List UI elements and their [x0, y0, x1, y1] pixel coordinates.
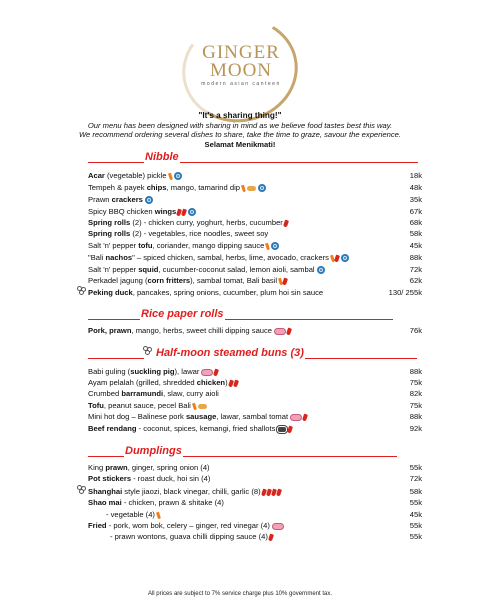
price: 68k: [409, 218, 422, 227]
chili-icon: [268, 533, 274, 541]
section-header-nibble: [88, 151, 418, 163]
price: 72k: [409, 474, 422, 483]
menu-item: - vegetable (4) 45k: [106, 510, 422, 519]
menu-item: Tempeh & payek chips, mango, tamarind dip 48k: [88, 183, 422, 192]
pig-icon: [274, 328, 286, 335]
carrot-icon: [156, 511, 161, 519]
chili-icon: [287, 425, 293, 433]
seafood-icon: [317, 266, 325, 274]
price: 55k: [409, 521, 422, 530]
intro-line-1: Our menu has been designed with sharing in mind as we believe food tastes best this way.: [87, 120, 393, 130]
menu-item: Ayam pelalah (grilled, shredded chicken) 75k: [88, 378, 422, 387]
section-title: Rice paper rolls: [141, 308, 224, 320]
price: 35k: [409, 195, 422, 204]
logo-line-2: MOON: [209, 60, 273, 81]
price: 130/ 255k: [388, 288, 422, 297]
price: 55k: [409, 463, 422, 472]
menu-item: Prawn crackers 35k: [88, 195, 422, 204]
menu-item: King prawn, ginger, spring onion (4) 55k: [88, 463, 422, 472]
chili-icon: [334, 254, 340, 262]
menu-item: Salt 'n' pepper tofu, coriander, mango dipping sauce 45k: [88, 241, 422, 250]
menu-item: Spicy BBQ chicken wings 67k: [88, 207, 422, 216]
section-header-steamed-buns: [88, 347, 417, 359]
sharing-icon: [77, 286, 87, 295]
pig-icon: [290, 414, 302, 421]
menu-item: Crumbed barramundi, slaw, curry aioli 82k: [88, 389, 422, 398]
seafood-icon: [145, 196, 153, 204]
menu-item: Pot stickers - roast duck, hoi sin (4) 72k: [88, 474, 422, 483]
intro: [0, 111, 480, 149]
chili-icon: [286, 327, 292, 335]
price: 75k: [409, 378, 422, 387]
price: 48k: [409, 183, 422, 192]
price: 92k: [409, 424, 422, 433]
pig-icon: [201, 369, 213, 376]
price: 67k: [409, 207, 422, 216]
price: 72k: [409, 265, 422, 274]
menu-item: Perkadel jagung (corn fritters), sambal tomat, Bali basil 62k: [88, 276, 422, 285]
carrot-icon: [265, 242, 270, 250]
menu-item: Babi guling (suckling pig), lawar 88k: [88, 367, 422, 376]
price: 45k: [409, 510, 422, 519]
menu-item: Beef rendang - coconut, spices, kemangi, fried shallots 92k: [88, 424, 422, 433]
chili-icon: [213, 368, 219, 376]
peanut-icon: [247, 186, 256, 191]
peanut-icon: [198, 404, 207, 409]
price: 45k: [409, 241, 422, 250]
price: 62k: [409, 276, 422, 285]
menu-item: "Bali nachos" – spiced chicken, sambal, herbs, lime, avocado, crackers 88k: [88, 253, 422, 262]
price: 75k: [409, 401, 422, 410]
menu-item: Spring rolls (2) - vegetables, rice noodles, sweet soy 58k: [88, 229, 422, 238]
intro-line-2: We recommend ordering several dishes to share, take the time to graze, savour the experience.: [79, 130, 401, 140]
menu-item: Pork, prawn, mango, herbs, sweet chilli dipping sauce 76k: [88, 326, 422, 335]
section-header-dumplings: [88, 445, 397, 457]
price: 55k: [409, 532, 422, 541]
intro-closing: Selamat Menikmati!: [204, 139, 276, 149]
menu-item: Fried - pork, wom bok, celery – ginger, red vinegar (4) 55k: [88, 521, 422, 530]
section-title: Nibble: [145, 151, 179, 163]
price: 88k: [409, 367, 422, 376]
seafood-icon: [174, 172, 182, 180]
section-title: Half-moon steamed buns (3): [156, 347, 304, 359]
logo-line-1: GINGER: [202, 42, 280, 63]
price: 18k: [409, 171, 422, 180]
carrot-icon: [241, 184, 246, 192]
seafood-icon: [271, 242, 279, 250]
chili-icon: [282, 277, 288, 285]
carrot-icon: [192, 402, 197, 410]
footer-note: All prices are subject to 7% service charge plus 10% government tax.: [147, 591, 333, 597]
menu-item: Peking duck, pancakes, spring onions, cucumber, plum hoi sin sauce 130/ 255k: [88, 288, 422, 297]
menu-item: Mini hot dog – Balinese pork sausage, lawar, sambal tomat 88k: [88, 412, 422, 421]
seafood-icon: [258, 184, 266, 192]
menu-item: Shanghai style jiaozi, black vinegar, chilli, garlic (8) 58k: [88, 487, 422, 496]
price: 55k: [409, 498, 422, 507]
price: 88k: [409, 412, 422, 421]
menu-item: Tofu, peanut sauce, pecel Bali 75k: [88, 401, 422, 410]
sharing-icon: [77, 485, 87, 494]
chili-icon: [302, 413, 308, 421]
logo: [182, 18, 300, 110]
carrot-icon: [168, 172, 173, 180]
menu-item: Shao mai - chicken, prawn & shitake (4) 55k: [88, 498, 422, 507]
section-title: Dumplings: [125, 445, 182, 457]
price: 82k: [409, 389, 422, 398]
intro-title: "It's a sharing thing!": [198, 111, 282, 120]
price: 76k: [409, 326, 422, 335]
price: 88k: [409, 253, 422, 262]
menu-item: - prawn wontons, guava chilli dipping sauce (4) 55k: [110, 532, 422, 541]
chili-icon: [181, 208, 187, 216]
price: 58k: [409, 487, 422, 496]
menu-item: Spring rolls (2) - chicken curry, yoghurt, herbs, cucumber 68k: [88, 218, 422, 227]
seafood-icon: [341, 254, 349, 262]
cow-icon: [277, 426, 287, 433]
pig-icon: [272, 523, 284, 530]
menu-item: Acar (vegetable) pickle 18k: [88, 171, 422, 180]
chili-icon: [283, 219, 289, 227]
section-header-rice-paper-rolls: [88, 308, 393, 320]
seafood-icon: [188, 208, 196, 216]
logo-tagline: modern asian canteen: [201, 81, 281, 87]
price: 58k: [409, 229, 422, 238]
menu-item: Salt 'n' pepper squid, cucumber-coconut salad, lemon aioli, sambal 72k: [88, 265, 422, 274]
